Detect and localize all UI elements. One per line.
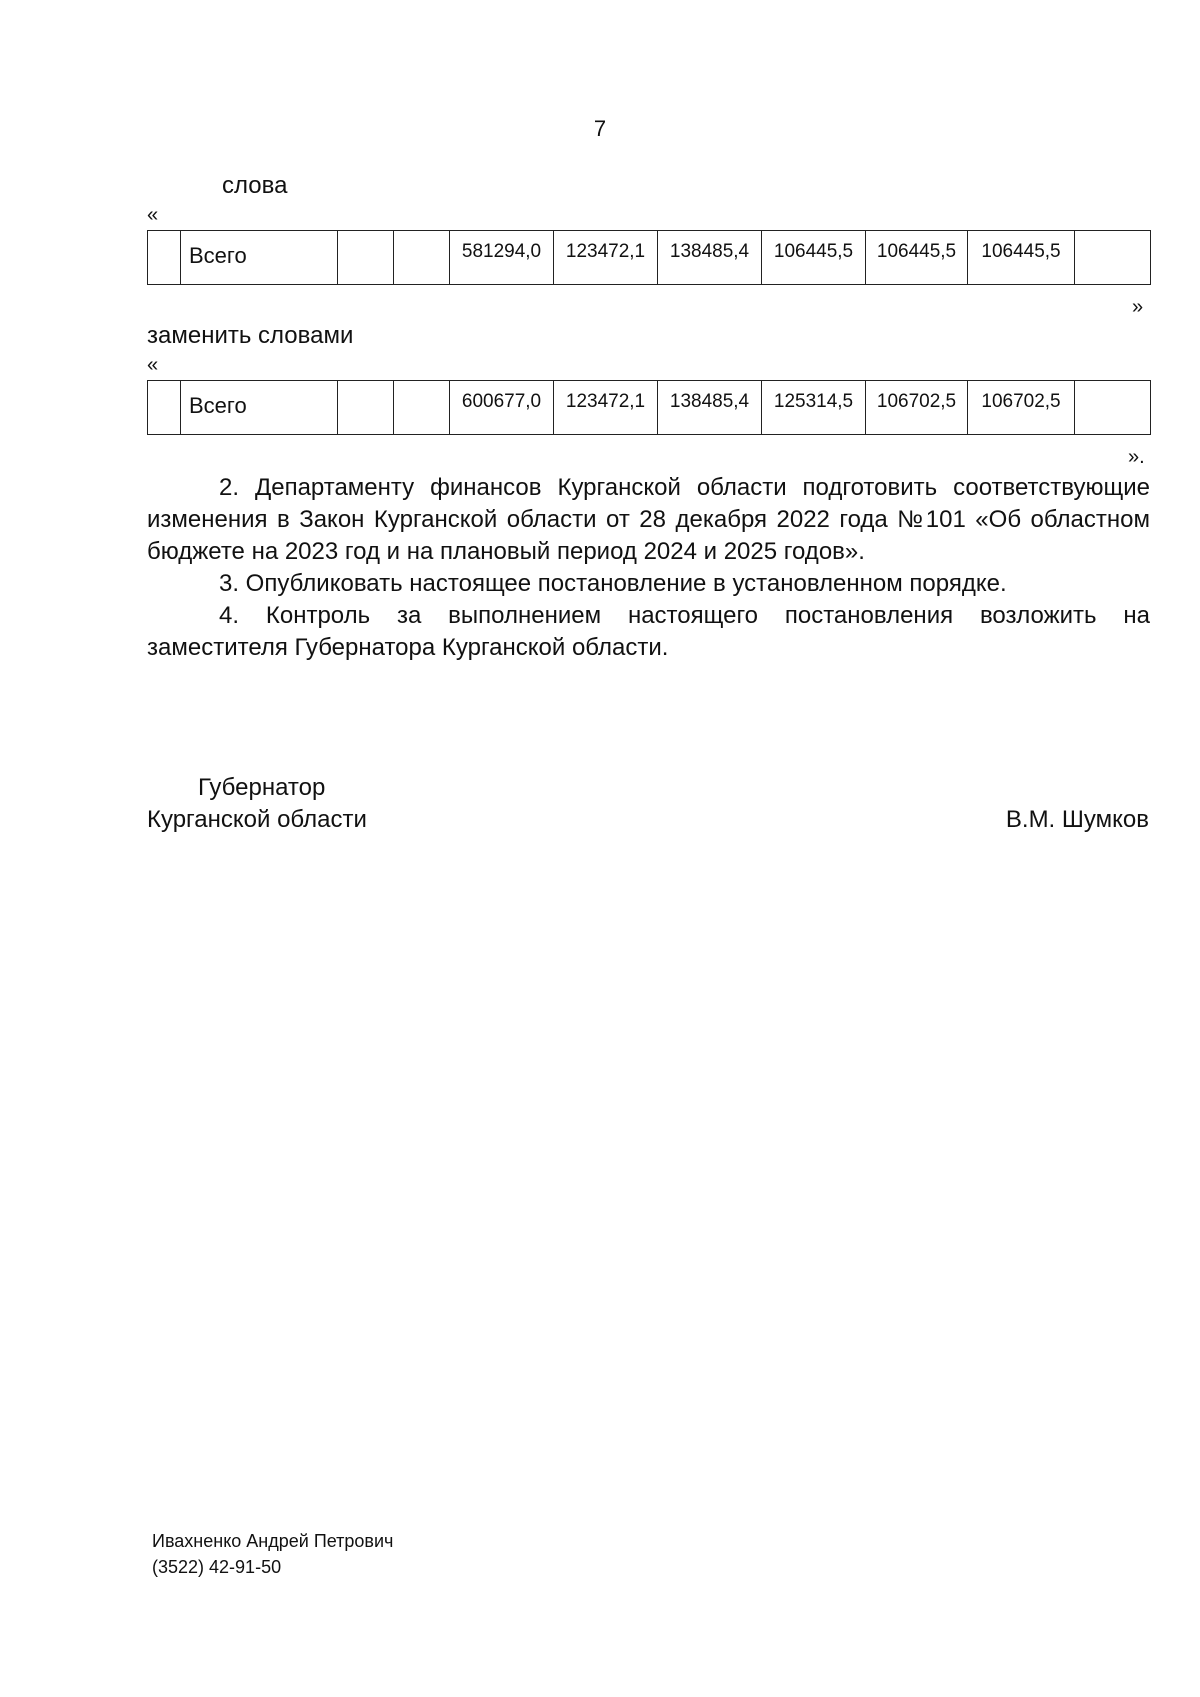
contact-phone: (3522) 42-91-50 [152,1557,282,1577]
table-cell-value: 600677,0 [450,381,554,435]
table-cell-value: 123472,1 [554,381,658,435]
table-cell-label: Всего [181,231,338,285]
table-cell [148,381,181,435]
paragraph-4: 4. Контроль за выполнением настоящего постановления возложить на заместителя Губернатора Курганской области. [147,602,1150,661]
table-cell-value: 106445,5 [762,231,866,285]
table-cell [1075,381,1151,435]
signer-name: В.М. Шумков [1005,806,1149,833]
table-cell [338,231,394,285]
table-cell-value: 106445,5 [968,231,1075,285]
table-cell [394,381,450,435]
table-cell-value: 123472,1 [554,231,658,285]
table-cell [394,231,450,285]
table-row [148,231,1151,285]
signer-title-line1: Губернатор [198,774,326,801]
new-row-table [147,380,1151,435]
page-number: 7 [593,116,607,141]
contact-person: Ивахненко Андрей Петрович [152,1531,394,1551]
close-quote-new: ». [1128,446,1145,468]
open-quote-old: « [147,204,159,226]
table-cell-value: 106702,5 [968,381,1075,435]
table-cell [148,231,181,285]
paragraph-3: 3. Опубликовать настоящее постановление в установленном порядке. [219,570,1007,597]
table-cell-value: 106702,5 [866,381,968,435]
body-text [147,472,1150,664]
table-cell-value: 106445,5 [866,231,968,285]
old-row-table [147,230,1151,285]
table-cell-value: 138485,4 [658,381,762,435]
table-cell-value: 138485,4 [658,231,762,285]
old-words-label: слова [222,172,288,199]
table-cell-value: 581294,0 [450,231,554,285]
table-row [148,381,1151,435]
table-cell-label: Всего [181,381,338,435]
open-quote-new: « [147,354,159,376]
paragraph-2: 2. Департаменту финансов Курганской области подготовить соответствующие изменения в Закон Курганской области от 28 декабря 2022 года №101 «Об областном бюджете на 2023 год и на плановый период 2024 и 2025 годов». [147,474,1150,565]
close-quote-old: » [1132,296,1144,318]
table-cell [338,381,394,435]
table-cell [1075,231,1151,285]
replace-words-label: заменить словами [147,322,354,349]
signer-title-line2: Курганской области [147,806,367,833]
table-cell-value: 125314,5 [762,381,866,435]
